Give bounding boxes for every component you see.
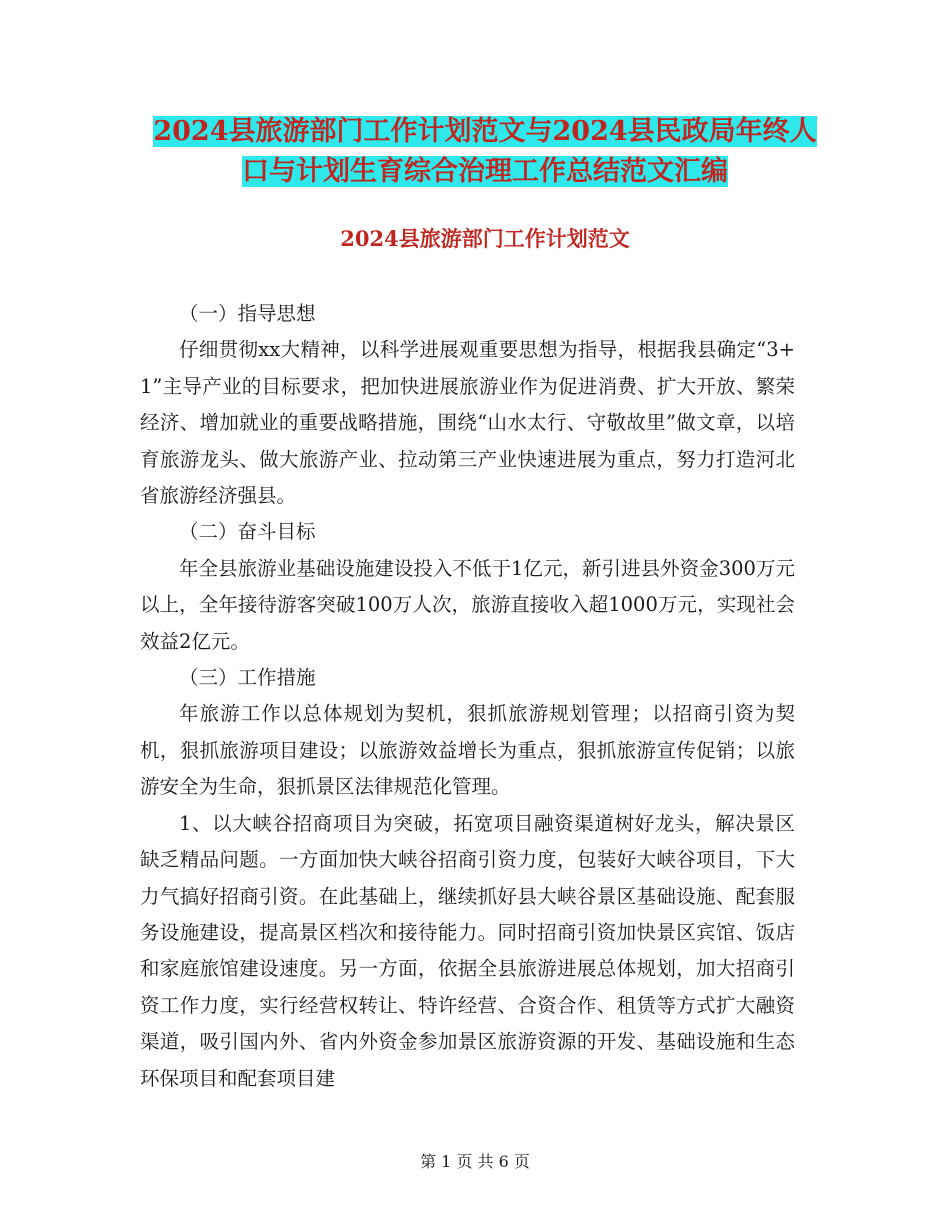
paragraph-item-1: 1、以大峡谷招商项目为突破，拓宽项目融资渠道树好龙头，解决景区缺乏精品问题。一方面加快大峡谷招商引资力度，包装好大峡谷项目，下大力气搞好招商引资。在此基础上，继续抓好县大峡谷景区基础设施、配套服务设施建设，提高景区档次和接待能力。同时招商引资加快景区宾馆、饭店和家庭旅馆建设速度。另一方面，依据全县旅游进展总体规划，加大招商引资工作力度，实行经营权转让、特许经营、合资合作、租赁等方式扩大融资渠道，吸引国内外、省内外资金参加景区旅游资源的开发、基础设施和生态环保项目和配套项目建 (140, 811, 795, 1090)
paragraph-measures: 年旅游工作以总体规划为契机，狠抓旅游规划管理；以招商引资为契机，狠抓旅游项目建设；以旅游效益增长为重点，狠抓旅游宣传促销；以旅游安全为生命，狠抓景区法律规范化管理。 (140, 702, 795, 799)
section-title: 2024县旅游部门工作计划范文 (340, 226, 630, 251)
document-body (140, 296, 795, 1097)
heading-goals: （二）奋斗目标 (179, 520, 316, 544)
document-title (140, 112, 830, 192)
heading-measures: （三）工作措施 (179, 666, 316, 690)
page-footer: 第 1 页 共 6 页 (420, 1152, 530, 1171)
heading-guiding-thought: （一）指导思想 (179, 302, 316, 325)
document-title-text: 2024县旅游部门工作计划范文与2024县民政局年终人口与计划生育综合治理工作总结范文汇编 (153, 116, 817, 187)
paragraph-guiding-thought: 仔细贯彻xx大精神，以科学进展观重要思想为指导，根据我县确定“3+1”主导产业的目标要求，把加快进展旅游业作为促进消费、扩大开放、繁荣经济、增加就业的重要战略措施，围绕“山水太行、守敬故里”做文章，以培育旅游龙头、做大旅游产业、拉动第三产业快速进展为重点，努力打造河北省旅游经济强县。 (140, 338, 795, 508)
paragraph-goals: 年全县旅游业基础设施建设投入不低于1亿元，新引进县外资金300万元以上，全年接待游客突破100万人次，旅游直接收入超1000万元，实现社会效益2亿元。 (140, 556, 795, 653)
